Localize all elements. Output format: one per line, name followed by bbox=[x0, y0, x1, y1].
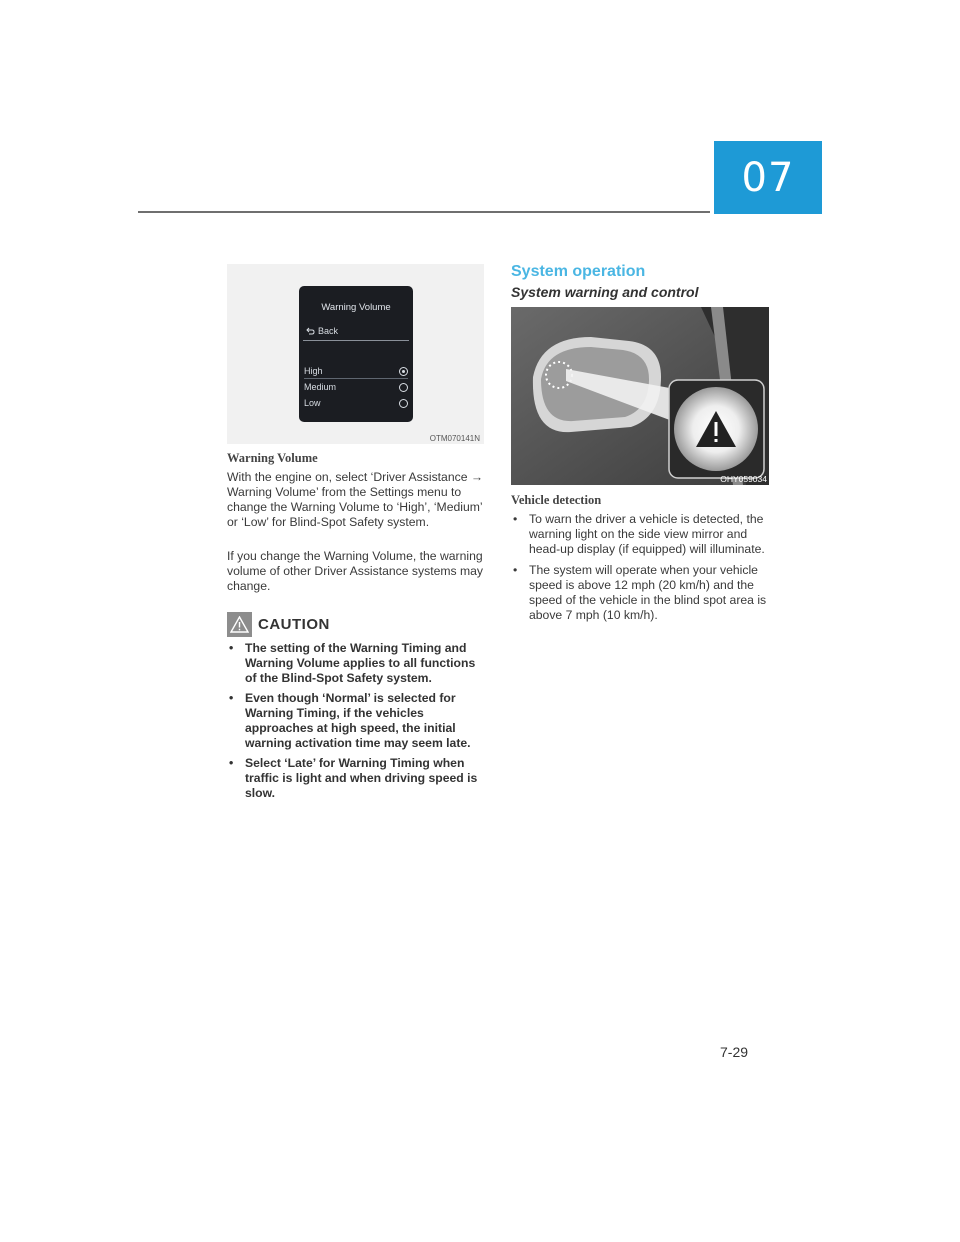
radio-selected-icon bbox=[399, 367, 408, 376]
chapter-tab bbox=[714, 141, 822, 214]
caution-list bbox=[227, 641, 489, 806]
back-arrow-icon bbox=[306, 327, 315, 335]
figure-code: OHY059034 bbox=[720, 474, 767, 484]
vehicle-detection-heading: Vehicle detection bbox=[511, 493, 602, 507]
warning-volume-para-1 bbox=[227, 470, 495, 530]
cluster-display bbox=[299, 286, 413, 422]
page-number: 7-29 bbox=[720, 1044, 749, 1060]
radio-icon bbox=[399, 399, 408, 408]
para-text: With the engine on, select ‘Driver Assistance bbox=[227, 470, 468, 484]
option-label: High bbox=[304, 366, 323, 376]
warning-volume-heading: Warning Volume bbox=[227, 451, 318, 465]
caution-item: • Even though ‘Normal’ is selected for Warning Timing, if the vehicles approaches at high speed, the initial warning activation time may seem late. bbox=[227, 691, 489, 751]
section-title: System operation bbox=[511, 263, 646, 280]
detection-item: • The system will operate when your vehicle speed is above 12 mph (20 km/h) and the speed of the vehicle in the blind spot area is above 7 mph (10 km/h). bbox=[511, 563, 773, 623]
caution-item: • Select ‘Late’ for Warning Timing when traffic is light and when driving speed is slow. bbox=[227, 756, 489, 801]
side-mirror-illustration bbox=[511, 307, 769, 485]
caution-icon-box bbox=[227, 612, 252, 637]
para-text: Warning Volume’ from the Settings menu to change the Warning Volume to ‘High’, ‘Medium’ or ‘Low’ for Blind-Spot Safety system. bbox=[227, 485, 483, 529]
chapter-number: 07 bbox=[741, 154, 795, 201]
radio-icon bbox=[399, 383, 408, 392]
caution-item: • The setting of the Warning Timing and Warning Volume applies to all functions of the Blind-Spot Safety system. bbox=[227, 641, 489, 686]
vehicle-detection-list bbox=[511, 512, 773, 623]
header-rule bbox=[138, 211, 710, 213]
screen-back-item bbox=[306, 326, 338, 336]
warning-volume-para-2: If you change the Warning Volume, the warning volume of other Driver Assistance systems may change. bbox=[227, 549, 484, 593]
figure-code: OTM070141N bbox=[429, 434, 480, 443]
screen-title: Warning Volume bbox=[321, 302, 391, 313]
caution-title: CAUTION bbox=[258, 616, 330, 633]
warning-volume-figure bbox=[227, 264, 484, 444]
arrow-glyph: → bbox=[470, 470, 484, 484]
option-label: Medium bbox=[304, 382, 337, 392]
back-label: Back bbox=[318, 326, 339, 336]
section-subtitle: System warning and control bbox=[511, 284, 699, 300]
side-mirror-figure bbox=[511, 307, 769, 485]
option-label: Low bbox=[304, 398, 321, 408]
option-medium bbox=[304, 380, 408, 394]
caution-header bbox=[227, 612, 330, 637]
screen-divider bbox=[303, 340, 409, 341]
option-low bbox=[304, 396, 408, 410]
option-high bbox=[304, 364, 408, 379]
warning-triangle-icon bbox=[230, 616, 249, 633]
detection-item: • To warn the driver a vehicle is detected, the warning light on the side view mirror and head-up display (if equipped) will illuminate. bbox=[511, 512, 773, 557]
